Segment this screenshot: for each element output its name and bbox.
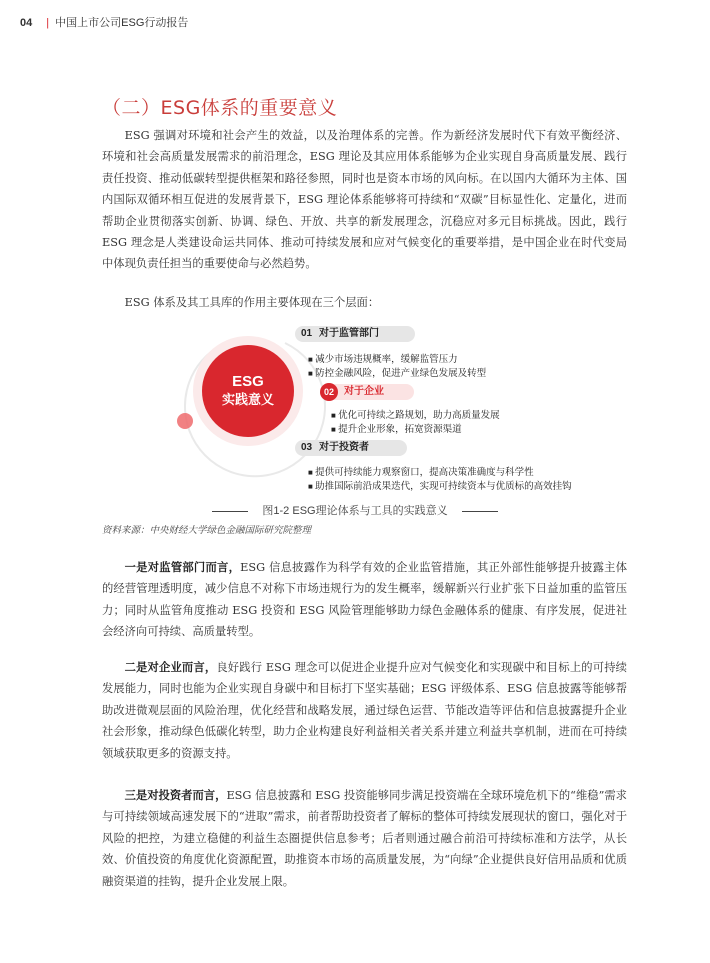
center-label-1: ESG — [232, 373, 264, 390]
level-1-bullet-2: ■ 防控金融风险，促进产业绿色发展及转型 — [308, 365, 486, 379]
caption-dash-left — [212, 511, 248, 512]
level-2-bullet-2: ■ 提升企业形象，拓宽资源渠道 — [331, 421, 462, 435]
figure-caption: 图1-2 ESG理论体系与工具的实践意义 — [262, 505, 448, 517]
level-1-title: 对于监管部门 — [319, 328, 379, 339]
level-2-pill — [320, 384, 414, 400]
paragraph-regulators-text: ESG 信息披露作为科学有效的企业监管措施，其正外部性能够提升披露主体的经营管理透明度，减少信息不对称下市场违规行为的发生概率，缓解新兴行业扩张下日益加重的监管压力；同时从监管角度推动 ESG 投资和 ESG 风险管理能够助力绿色金融体系的健康、有序发展，促进社会经济向可持续、高质量转型。 — [102, 561, 627, 639]
level-3-title: 对于投资者 — [319, 442, 369, 453]
level-3-bullet-1: ■ 提供可持续能力观察窗口，提高决策准确度与科学性 — [308, 464, 534, 478]
paragraph-intro: ESG 强调对环境和社会产生的效益，以及治理体系的完善。作为新经济发展时代下有效平衡经济、环境和社会高质量发展需求的前沿理念，ESG 理论及其应用体系能够为企业实现自身高质量发展、践行责任投资、推动低碳转型提供框架和路径参照，同时也是资本市场的风向标。在以国内大循环为主体、国内国际双循环相互促进的发展背景下，ESG 理论体系能够将可持续和“双碳”目标显性化、定量化，进而帮助企业贯彻落实创新、协调、绿色、开放、共享的新发展理念，沉稳应对多元目标挑战。因此，践行 ESG 理念是人类建设命运共同体、推动可持续发展和应对气候变化的重要举措，是中国企业在时代变局中体现负责任担当的重要使命与必然趋势。 — [102, 129, 627, 271]
page-header — [20, 14, 188, 30]
level-1-pill — [295, 326, 415, 342]
paragraph-enterprises — [102, 657, 627, 764]
center-label-2: 实践意义 — [221, 393, 275, 408]
paragraph-investors-text: ESG 信息披露和 ESG 投资能够同步满足投资端在全球环境危机下的“维稳”需求与可持续领域高速发展下的“进取”需求，前者帮助投资者了解标的整体可持续发展现状的窗口，强化对于风险的把控，为建立稳健的利益生态圈提供信息参考；后者则通过融合前沿可持续标准和方法学，从长效、价值投资的角度优化资源配置，助推资本市场的高质量发展，为“向绿”企业提供良好信用品质和优质融资渠道的挂钩，提升企业发展上限。 — [102, 789, 627, 888]
level-3-number: 03 — [301, 442, 313, 453]
level-3-bullet-2: ■ 助推国际前沿成果迭代，实现可持续资本与优质标的高效挂钩 — [308, 478, 572, 492]
level-2-number: 02 — [320, 383, 338, 401]
esg-practice-diagram — [165, 318, 572, 498]
level-2-title: 对于企业 — [344, 386, 384, 397]
paragraph-regulators-lead: 一是对监管部门而言， — [124, 560, 241, 574]
level-2-bullet-1: ■ 优化可持续之路规划，助力高质量发展 — [331, 407, 500, 421]
center-circle — [202, 345, 294, 437]
accent-dot — [177, 413, 193, 429]
report-title: 中国上市公司ESG行动报告 — [55, 17, 189, 29]
source-note: 资料来源：中央财经大学绿色金融国际研究院整理 — [102, 525, 312, 536]
level-1-number: 01 — [301, 328, 313, 339]
caption-dash-right — [462, 511, 498, 512]
page-number: 04 — [20, 17, 33, 29]
paragraph-investors-lead: 三是对投资者而言， — [124, 788, 227, 802]
header-divider: | — [46, 17, 50, 29]
paragraph-regulators — [102, 557, 627, 643]
lead-sentence: ESG 体系及其工具库的作用主要体现在三个层面： — [124, 296, 380, 309]
level-1-bullet-1: ■ 减少市场违规概率，缓解监管压力 — [308, 351, 458, 365]
figure-caption-wrap — [0, 502, 710, 518]
paragraph-enterprises-lead: 二是对企业而言， — [124, 660, 217, 674]
level-3-pill — [295, 440, 407, 456]
paragraph-investors — [102, 785, 627, 892]
section-title: （二）ESG体系的重要意义 — [102, 97, 338, 119]
paragraph-enterprises-text: 良好践行 ESG 理念可以促进企业提升应对气候变化和实现碳中和目标上的可持续发展能力，同时也能为企业实现自身碳中和目标打下坚实基础；ESG 评级体系、ESG 信息披露等能够帮助改进微观层面的风险治理，优化经营和战略发展，通过绿色运营、节能改造等评估和信息披露提升企业社会形象，推动绿色低碳化转型，助力企业构建良好利益相关者关系并建立利益共享机制，进而在可持续领域获取更多的资源支持。 — [102, 661, 627, 760]
